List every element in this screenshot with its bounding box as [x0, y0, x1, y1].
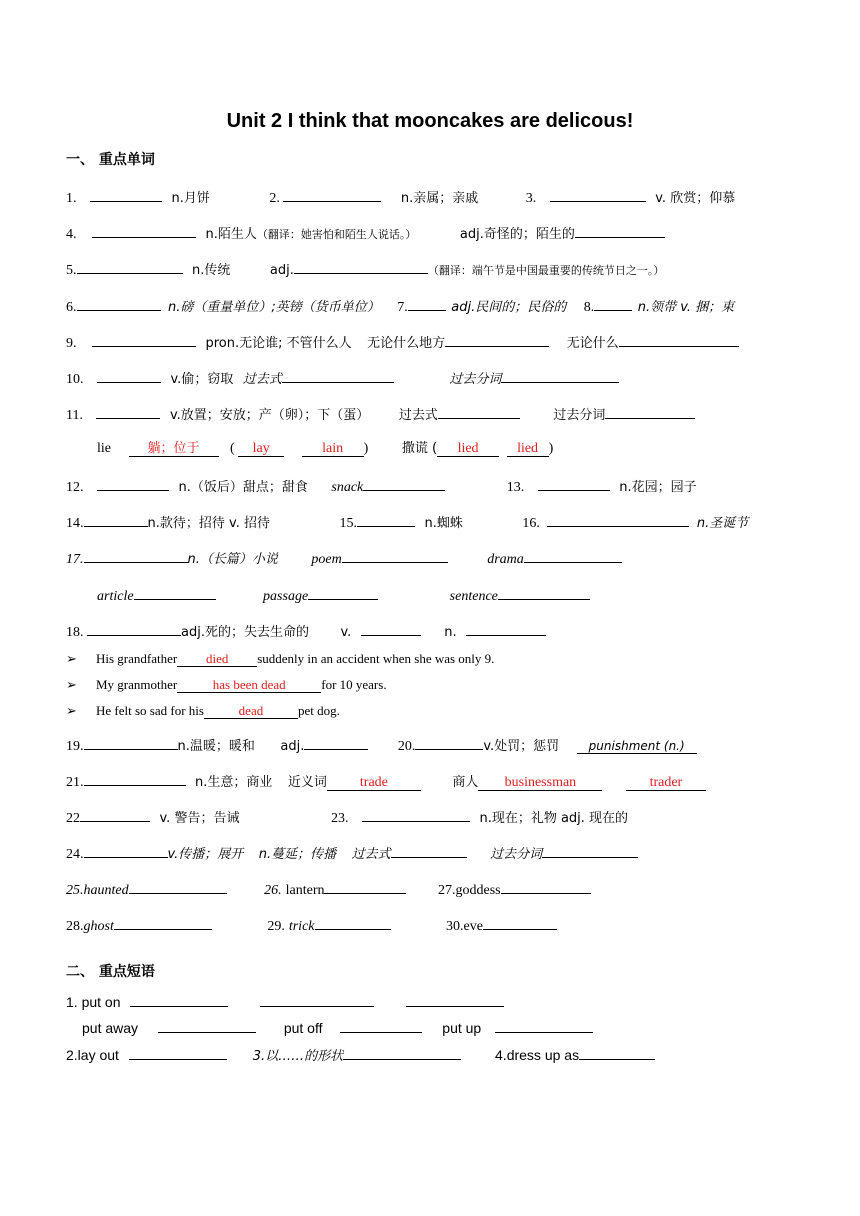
bullet-example-2 [66, 676, 387, 694]
answer-blank[interactable] [260, 992, 374, 1007]
definition: adj.奇怪的；陌生的 [459, 227, 575, 242]
row-24 [66, 843, 638, 861]
filled-answer: died [177, 652, 257, 667]
item-number: 26. [264, 883, 282, 898]
row-12 [66, 476, 697, 494]
answer-blank[interactable] [84, 512, 148, 527]
answer-blank[interactable] [363, 476, 445, 491]
answer-blank[interactable] [97, 476, 169, 491]
definition: n.陌生人 [205, 227, 257, 242]
label: 近义词 [287, 775, 327, 790]
answer-blank[interactable] [96, 404, 160, 419]
arrow-bullet-icon: ➢ [66, 704, 77, 719]
word: ghost [83, 919, 114, 934]
row-lie [97, 440, 553, 458]
sentence-text: He felt so sad for his [96, 703, 204, 718]
definition: 无论什么地方 [367, 336, 446, 351]
definition: n.亲属；亲戚 [400, 191, 479, 206]
definition: n.磅（重量单位）;英镑（货币单位） [168, 300, 380, 315]
item-number: 10. [66, 372, 84, 387]
answer-blank[interactable] [134, 585, 216, 600]
row-6 [66, 296, 734, 314]
translation-note: （翻译：她害怕和陌生人说话。） [256, 228, 417, 241]
item-number: 11. [66, 408, 83, 423]
row-10 [66, 368, 619, 386]
arrow-bullet-icon: ➢ [66, 678, 77, 693]
answer-blank[interactable] [90, 187, 162, 202]
item-number: 15. [339, 516, 357, 531]
filled-answer: lied [507, 442, 549, 457]
answer-blank[interactable] [84, 771, 186, 786]
answer-blank[interactable] [575, 223, 665, 238]
item-number: 17. [66, 552, 84, 567]
filled-answer: trader [626, 776, 706, 791]
answer-blank[interactable] [97, 368, 161, 383]
item-number: 22 [66, 811, 80, 826]
row-25 [66, 879, 591, 897]
definition: v.传播；展开 [167, 847, 244, 862]
row-17 [66, 548, 622, 566]
definition: v.放置；安放；产（卵）；下（蛋） [169, 408, 370, 423]
row-17b [97, 585, 590, 603]
word: trick [288, 919, 315, 934]
filled-answer: lain [302, 442, 364, 457]
word: passage [263, 589, 309, 604]
label: n. [444, 625, 457, 640]
answer-blank[interactable] [605, 404, 695, 419]
item-number: 29. [267, 919, 285, 934]
label: v. [340, 625, 352, 640]
filled-answer: has been dead [177, 678, 321, 693]
item-number: 24. [66, 847, 84, 862]
label: 过去分词 [449, 372, 502, 387]
definition: n.圣诞节 [696, 516, 749, 531]
filled-answer: punishment (n.) [577, 739, 697, 754]
item-number: 9. [66, 336, 77, 351]
answer-blank[interactable] [466, 621, 546, 636]
phrase-row-3 [66, 1045, 655, 1063]
answer-blank[interactable] [495, 1018, 593, 1033]
word: snack [331, 480, 364, 495]
paren: ( [230, 441, 235, 456]
phrase: 4.dress up as [495, 1047, 580, 1063]
row-9 [66, 332, 739, 350]
definition: n.生意；商业 [195, 775, 273, 790]
word: 27.goddess [437, 883, 501, 898]
definition: n.花园；园子 [619, 480, 697, 495]
answer-blank[interactable] [362, 807, 470, 822]
answer-blank[interactable] [308, 585, 378, 600]
definition: adj. [269, 263, 294, 278]
item-number: 21. [66, 775, 84, 790]
answer-blank[interactable] [92, 223, 196, 238]
item-number: 2. [269, 191, 280, 206]
definition: n.领带 v. 捆；束 [637, 300, 735, 315]
definition: adj.民间的；民俗的 [451, 300, 567, 315]
definition: pron.无论谁; 不管什么人 [205, 336, 352, 351]
definition: n.（饭后）甜点；甜食 [178, 480, 308, 495]
answer-blank[interactable] [84, 735, 178, 750]
section-heading-words: 一、 重点单词 [66, 152, 155, 168]
answer-blank[interactable] [357, 512, 415, 527]
answer-blank[interactable] [550, 187, 646, 202]
definition: v.偷；窃取 [170, 372, 234, 387]
answer-blank[interactable] [77, 259, 183, 274]
answer-blank[interactable] [283, 187, 381, 202]
item-number: 1. [66, 191, 77, 206]
answer-blank[interactable] [158, 1018, 256, 1033]
arrow-bullet-icon: ➢ [66, 652, 77, 667]
item-number: 28. [66, 919, 84, 934]
answer-blank[interactable] [524, 548, 622, 563]
phrase: 1. put on [66, 994, 121, 1010]
item-number: 8. [583, 300, 595, 315]
definition: n.月饼 [171, 191, 210, 206]
answer-blank[interactable] [129, 1045, 227, 1060]
sentence-text: pet dog. [297, 703, 340, 718]
answer-blank[interactable] [304, 735, 368, 750]
answer-blank[interactable] [542, 843, 638, 858]
phrase: 3.以……的形状 [252, 1049, 344, 1064]
definition: v. 欣赏；仰慕 [655, 191, 736, 206]
row-11 [66, 404, 695, 422]
definition: n.（长篇）小说 [187, 552, 278, 567]
item-number: 6. [66, 300, 77, 315]
answer-blank[interactable] [282, 368, 394, 383]
label: adj. [280, 739, 305, 754]
word: lie [97, 441, 111, 456]
item-number: 18. [66, 625, 84, 640]
answer-blank[interactable] [324, 879, 406, 894]
filled-answer: businessman [478, 776, 602, 791]
answer-blank[interactable] [342, 548, 448, 563]
answer-blank[interactable] [483, 915, 557, 930]
definition: 撒谎 ( [401, 441, 438, 456]
answer-blank[interactable] [445, 332, 549, 347]
row-18 [66, 621, 546, 639]
answer-blank[interactable] [438, 404, 520, 419]
word: sentence [449, 589, 498, 604]
answer-blank[interactable] [594, 296, 632, 311]
paren: ) [363, 441, 369, 456]
label: 商人 [452, 775, 479, 790]
sentence-text: suddenly in an accident when she was only 9. [257, 651, 495, 666]
answer-blank[interactable] [315, 915, 391, 930]
answer-blank[interactable] [84, 548, 188, 563]
label: 过去式 [242, 372, 282, 387]
definition: n.蔓延；传播 [258, 847, 337, 862]
row-21 [66, 771, 706, 789]
row-1 [66, 187, 735, 205]
item-number: 3. [525, 191, 537, 206]
filled-answer: lied [437, 442, 499, 457]
row-28 [66, 915, 557, 933]
word: poem [311, 552, 342, 567]
row-4 [66, 223, 665, 241]
answer-blank[interactable] [579, 1045, 655, 1060]
bullet-example-1 [66, 650, 494, 668]
page-title: Unit 2 I think that mooncakes are delicous! [226, 110, 634, 132]
item-number: 7. [397, 300, 408, 315]
row-5 [66, 259, 664, 277]
definition: adj.死的；失去生命的 [181, 625, 309, 640]
item-number: 4. [66, 227, 77, 242]
definition: n.温暖；暖和 [177, 739, 255, 754]
answer-blank[interactable] [408, 296, 446, 311]
filled-answer: 躺；位于 [129, 442, 219, 457]
definition: n.现在；礼物 adj. 现在的 [479, 811, 629, 826]
filled-answer: lay [238, 442, 284, 457]
label: 过去式 [398, 408, 438, 423]
answer-blank[interactable] [77, 296, 161, 311]
item-number: 16. [522, 516, 540, 531]
definition: 无论什么 [566, 336, 619, 351]
phrase: put off [283, 1020, 323, 1036]
word: 30.eve [446, 919, 483, 934]
answer-blank[interactable] [130, 992, 228, 1007]
label: 过去式 [351, 847, 391, 862]
definition: v.处罚；惩罚 [483, 739, 560, 754]
item-number: 20. [397, 739, 416, 754]
answer-blank[interactable] [84, 843, 168, 858]
answer-blank[interactable] [92, 332, 196, 347]
phrase-row-2 [82, 1018, 593, 1036]
answer-blank[interactable] [498, 585, 590, 600]
definition: n.款待；招待 v. 招待 [147, 516, 270, 531]
row-22 [66, 807, 628, 825]
phrase: 2.lay out [66, 1047, 119, 1063]
phrase-row-1 [66, 992, 504, 1010]
answer-blank[interactable] [294, 259, 428, 274]
row-19 [66, 735, 697, 753]
answer-blank[interactable] [547, 512, 689, 527]
answer-blank[interactable] [406, 992, 504, 1007]
answer-blank[interactable] [340, 1018, 422, 1033]
phrase: put up [442, 1020, 482, 1036]
answer-blank[interactable] [501, 368, 619, 383]
sentence-text: My granmother [96, 677, 178, 692]
sentence-text: His grandfather [96, 651, 178, 666]
answer-blank[interactable] [361, 621, 421, 636]
filled-answer: trade [327, 776, 421, 791]
row-14 [66, 512, 748, 530]
bullet-example-3 [66, 702, 340, 720]
answer-blank[interactable] [415, 735, 483, 750]
answer-blank[interactable] [129, 879, 227, 894]
item-number: 13. [506, 480, 525, 495]
word: 25.haunted [66, 883, 129, 898]
item-number: 5. [66, 263, 77, 278]
answer-blank[interactable] [391, 843, 467, 858]
translation-note: （翻译：端午节是中国最重要的传统节日之一。） [427, 264, 665, 277]
answer-blank[interactable] [501, 879, 591, 894]
answer-blank[interactable] [114, 915, 212, 930]
definition: v. 警告；告诫 [159, 811, 240, 826]
answer-blank[interactable] [80, 807, 150, 822]
sentence-text: for 10 years. [321, 677, 387, 692]
section-heading-phrases: 二、 重点短语 [66, 964, 155, 980]
item-number: 12. [66, 480, 84, 495]
paren: ) [548, 441, 554, 456]
phrase: put away [82, 1020, 139, 1036]
answer-blank[interactable] [619, 332, 739, 347]
item-number: 19. [66, 739, 84, 754]
filled-answer: dead [204, 704, 298, 719]
word: drama [487, 552, 524, 567]
label: 过去分词 [490, 847, 543, 862]
word: article [97, 589, 134, 604]
word: lantern [285, 883, 325, 898]
answer-blank[interactable] [343, 1045, 461, 1060]
definition: n.蜘蛛 [424, 516, 463, 531]
item-number: 23. [330, 811, 349, 826]
answer-blank[interactable] [538, 476, 610, 491]
definition: n.传统 [192, 263, 231, 278]
label: 过去分词 [553, 408, 606, 423]
answer-blank[interactable] [87, 621, 181, 636]
item-number: 14. [66, 516, 84, 531]
